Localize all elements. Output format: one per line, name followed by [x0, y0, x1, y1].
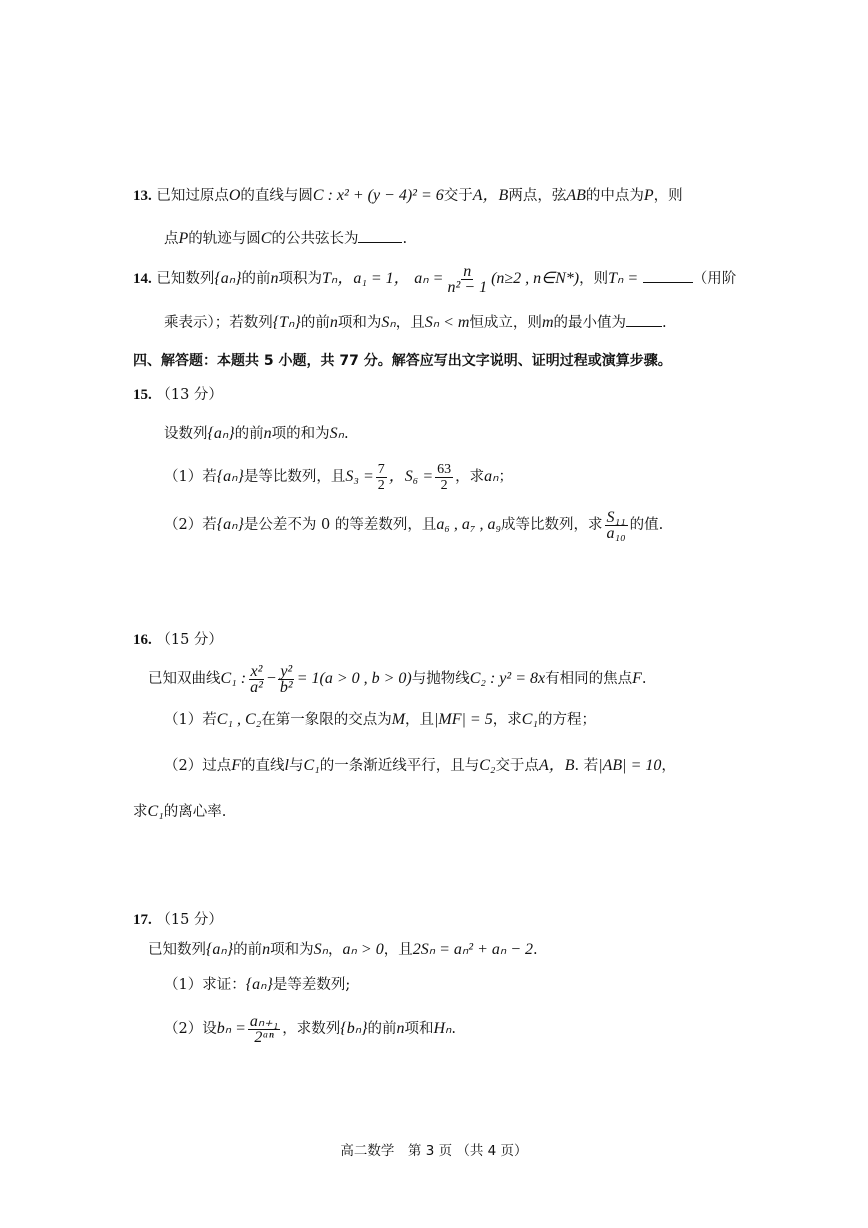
text: 是等比数列，且: [243, 469, 346, 485]
fraction-numerator: 7: [377, 461, 385, 477]
text: 的前: [234, 426, 264, 442]
q16-part1: [164, 710, 596, 730]
math: −: [266, 670, 276, 687]
fraction: [248, 1014, 280, 1045]
fraction-denominator: a₁₀: [606, 524, 626, 542]
math: Sₙ: [381, 314, 396, 331]
sequence: {Tₙ}: [272, 314, 301, 331]
text: .: [402, 231, 408, 247]
math: C₁ :: [220, 670, 247, 687]
text: 两点，弦: [508, 188, 567, 204]
text: 点: [164, 231, 179, 247]
text: 的前: [300, 315, 330, 331]
math: Sₙ: [313, 941, 329, 958]
text: ，求数列: [282, 1021, 341, 1037]
q17-part1: [164, 975, 350, 995]
text: （1）若: [164, 469, 217, 485]
math: A，B: [538, 757, 575, 774]
q16-intro: [148, 662, 646, 696]
math: Tₙ =: [608, 270, 639, 287]
sequence: {aₙ}: [207, 425, 235, 442]
sequence: {aₙ}: [216, 468, 244, 485]
q15-intro: [164, 424, 349, 444]
fraction-numerator: aₙ₊₁: [249, 1012, 279, 1030]
text: 的公共弦长为: [271, 231, 359, 247]
text: 的最小值为: [553, 315, 626, 331]
text: （1）若: [164, 712, 217, 728]
math: (n≥2 , n∈N*): [491, 270, 580, 287]
q14-line2: [164, 312, 667, 333]
math: M: [391, 711, 406, 728]
text: 是公差不为 0 的等差数列，且: [243, 517, 437, 533]
math: |MF| = 5: [434, 711, 493, 728]
math: O: [228, 187, 241, 204]
fraction-numerator: x²: [250, 662, 263, 680]
text: 恒成立，则: [469, 315, 542, 331]
q14-line1: [133, 263, 736, 295]
fraction: [605, 510, 628, 541]
text: .: [641, 671, 647, 687]
question-number: 14.: [133, 271, 152, 287]
text: ，: [661, 758, 676, 774]
text: ，则: [653, 188, 683, 204]
text: 求: [133, 804, 148, 820]
fraction-denominator: a²: [250, 678, 263, 696]
math: n: [263, 425, 272, 442]
text: 的直线: [241, 758, 285, 774]
math: Tₙ: [322, 270, 338, 287]
text: 与: [288, 758, 304, 774]
text: 有相同的焦点: [545, 671, 633, 687]
math: S₃ =: [345, 468, 374, 485]
text: ，且: [383, 942, 413, 958]
text: （1）求证：: [164, 977, 246, 993]
q16-part2: [164, 756, 676, 776]
q13-line1: [133, 186, 683, 206]
q16-part2-cont: [133, 802, 226, 822]
math: C₂: [479, 757, 496, 774]
text: ，则: [579, 271, 609, 287]
text: 的一条渐近线平行，且与: [319, 758, 480, 774]
text: 项的和为: [271, 426, 330, 442]
math: Hₙ: [433, 1020, 452, 1037]
math: P: [178, 230, 189, 247]
text: ，且: [405, 712, 435, 728]
fraction: [376, 462, 387, 493]
sequence: {aₙ}: [214, 270, 242, 287]
q13-line2: [164, 228, 407, 249]
sequence: {bₙ}: [340, 1020, 368, 1037]
text: ，求: [455, 469, 485, 485]
text: 项和为: [270, 942, 314, 958]
q15-part2: [164, 508, 663, 542]
text: 设数列: [164, 426, 208, 442]
text: 项和为: [337, 315, 382, 331]
text: 是等差数列;: [272, 977, 351, 993]
question-number: 13.: [133, 188, 152, 204]
math: F: [231, 757, 242, 774]
math: n: [329, 314, 338, 331]
math: bₙ =: [216, 1020, 246, 1037]
text: . 若: [574, 758, 599, 774]
text: 已知数列: [156, 271, 215, 287]
math: a₆ , a₇ , a₉: [436, 516, 502, 533]
fraction: [445, 264, 489, 295]
fraction: [278, 664, 295, 695]
question-number: 16.: [133, 632, 152, 648]
fraction-numerator: y²: [280, 662, 293, 680]
fraction: [248, 664, 265, 695]
fraction-numerator: 63: [437, 461, 452, 477]
text: 已知数列: [148, 942, 206, 958]
math: Sₙ < m: [424, 314, 470, 331]
math: aₙ: [484, 468, 499, 485]
text: 已知双曲线: [148, 671, 221, 687]
math: n: [270, 270, 279, 287]
text: 在第一象限的交点为: [261, 712, 392, 728]
page-footer: 高二数学 第 3 页 （共 4 页）: [340, 1143, 528, 1159]
math: Sₙ: [329, 425, 345, 442]
math: m: [541, 314, 554, 331]
q15-part1: [164, 460, 513, 494]
fraction: [435, 462, 453, 493]
score: （15 分）: [156, 912, 223, 928]
text: 成等比数列，求: [501, 517, 603, 533]
q17-part2: [164, 1012, 456, 1046]
text: 项积为: [278, 271, 323, 287]
text: ，且: [395, 315, 425, 331]
text: 乘表示）；若数列: [164, 315, 273, 331]
sequence: {aₙ}: [245, 976, 273, 993]
math: = 1(a > 0 , b > 0): [296, 670, 412, 687]
score: （13 分）: [156, 387, 223, 403]
text: 交于: [443, 188, 473, 204]
text: 的轨迹与圆: [188, 231, 261, 247]
text: ，求: [492, 712, 522, 728]
math: aₙ > 0: [342, 941, 384, 958]
score: （15 分）: [156, 632, 223, 648]
math: ，a₁ = 1，: [337, 270, 410, 287]
text: ；: [498, 469, 514, 485]
math: l: [284, 757, 289, 774]
fraction-denominator: 2ᵃⁿ: [254, 1028, 274, 1046]
text: ，: [328, 942, 343, 958]
math: C₂ : y² = 8x: [469, 670, 546, 687]
text: （2）设: [164, 1021, 217, 1037]
text: 与抛物线: [411, 671, 470, 687]
math: C: [260, 230, 272, 247]
q16-header: [133, 630, 223, 650]
math: P: [643, 187, 654, 204]
fraction-denominator: b²: [279, 678, 293, 696]
text: .: [533, 942, 538, 958]
math: C₁: [303, 757, 320, 774]
text: 的中点为: [585, 188, 644, 204]
text: 的离心率.: [163, 804, 227, 820]
question-number: 17.: [133, 912, 152, 928]
fraction-numerator: n: [463, 262, 472, 280]
math: A，B: [472, 187, 509, 204]
answer-blank[interactable]: [626, 312, 662, 327]
fraction-denominator: n² − 1: [447, 278, 488, 296]
math: AB: [566, 187, 586, 204]
fraction-numerator: S₁₁: [606, 508, 626, 526]
sequence: {aₙ}: [206, 941, 234, 958]
text: .: [344, 426, 349, 442]
answer-blank[interactable]: [643, 268, 693, 283]
text: .: [451, 1021, 457, 1037]
text: 的前: [233, 942, 263, 958]
text: （2）过点: [164, 758, 232, 774]
fraction-denominator: 2: [440, 477, 448, 493]
answer-blank[interactable]: [358, 228, 402, 243]
math: n: [262, 941, 271, 958]
math: 2Sₙ = aₙ² + aₙ − 2: [412, 941, 534, 958]
question-number: 15.: [133, 387, 152, 403]
math: C₁ , C₂: [216, 711, 262, 728]
section-heading: 四、解答题：本题共 5 小题，共 77 分。解答应写出文字说明、证明过程或演算步骤。: [133, 353, 672, 369]
text: 的前: [367, 1021, 397, 1037]
text: 交于点: [495, 758, 539, 774]
math: ，S₆ =: [388, 468, 434, 485]
text: 的前: [241, 271, 271, 287]
math: C₁: [147, 803, 164, 820]
text: （用阶: [692, 271, 737, 287]
sequence: {aₙ}: [216, 516, 244, 533]
q17-intro: [148, 940, 538, 960]
fraction-denominator: 2: [377, 477, 385, 493]
circle-equation: C : x² + (y − 4)² = 6: [312, 187, 444, 204]
q15-header: [133, 385, 223, 405]
math: aₙ =: [414, 270, 444, 287]
q17-header: [133, 910, 223, 930]
math: |AB| = 10: [598, 757, 662, 774]
math: C₁: [521, 711, 538, 728]
text: 的值.: [629, 517, 664, 533]
text: （2）若: [164, 517, 217, 533]
math: F: [632, 670, 642, 687]
math: n: [396, 1020, 405, 1037]
text: 的直线与圆: [240, 188, 313, 204]
text: .: [662, 315, 667, 331]
text: 项和: [404, 1021, 434, 1037]
text: 的方程；: [537, 712, 596, 728]
text: 已知过原点: [156, 188, 229, 204]
